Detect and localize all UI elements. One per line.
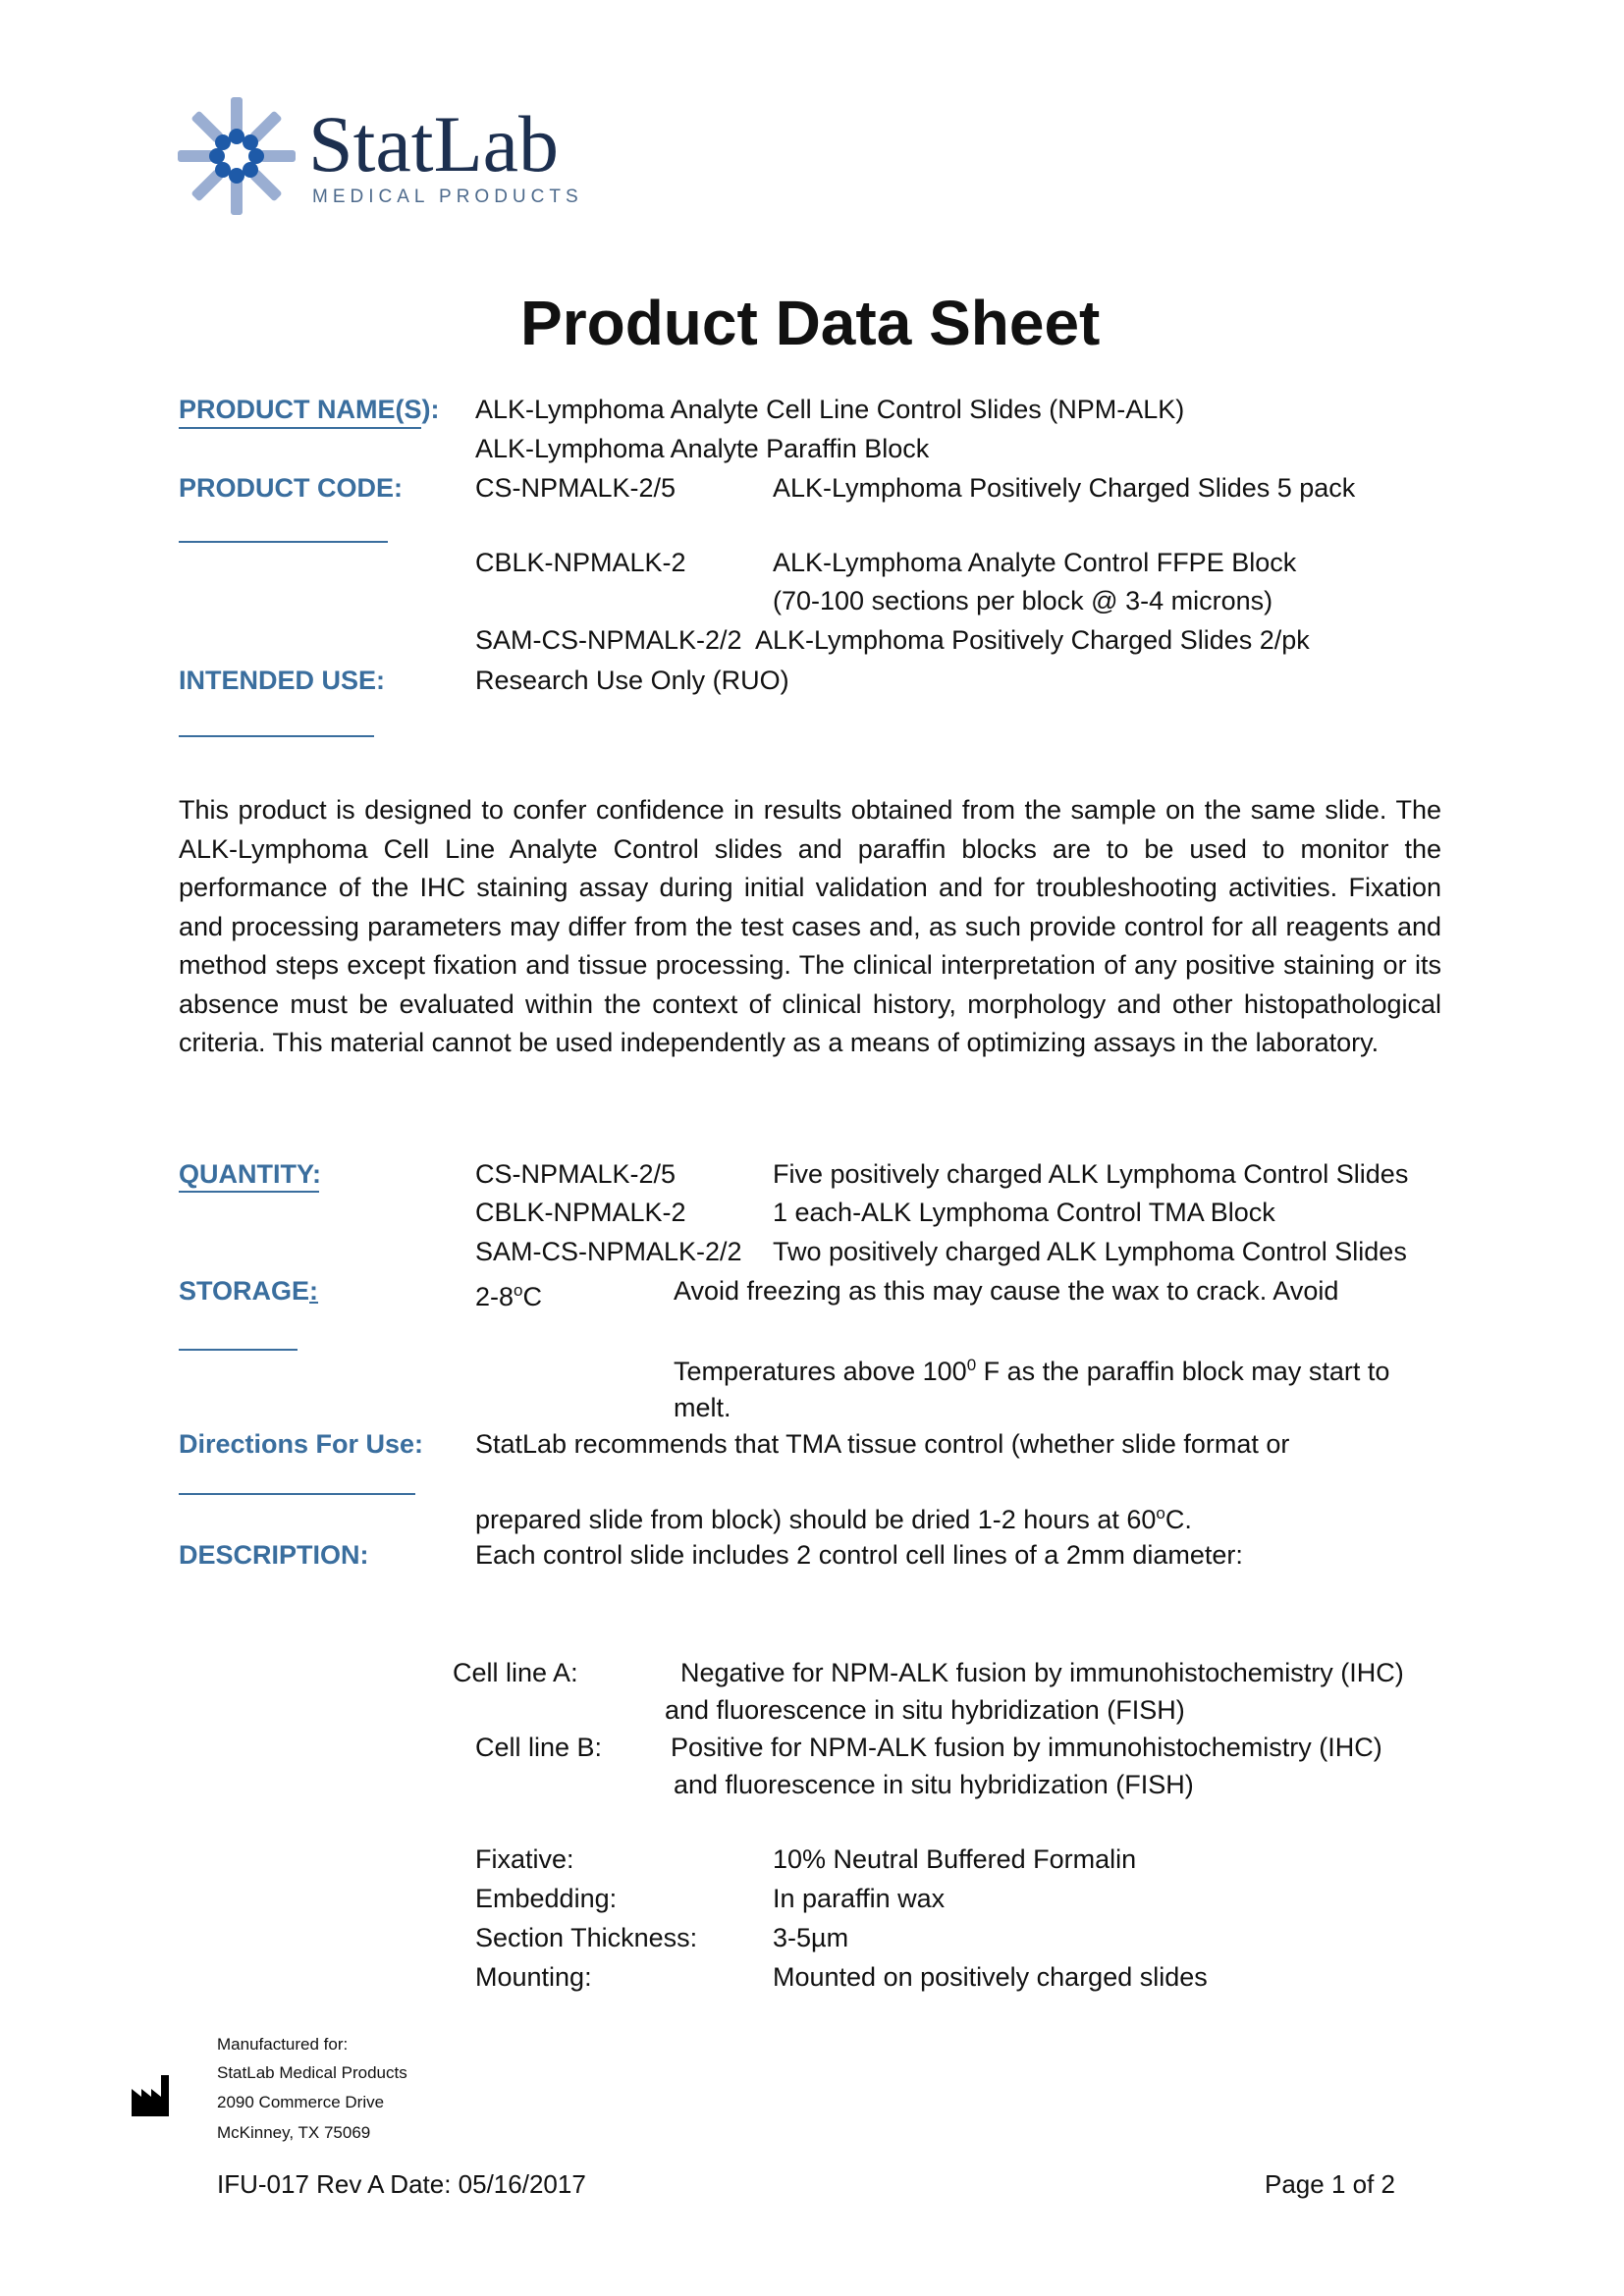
product-name-line: ALK-Lymphoma Analyte Paraffin Block [475,434,930,463]
spec-value: In paraffin wax [773,1884,946,1913]
quantity-desc: 1 each-ALK Lymphoma Control TMA Block [773,1198,1275,1227]
document-reference: IFU-017 Rev A Date: 05/16/2017 [217,2169,586,2199]
product-code-desc: ALK-Lymphoma Positively Charged Slides 2/pk [755,625,1310,655]
directions-text: StatLab recommends that TMA tissue control (whether slide format or [475,1429,1290,1459]
spec-key: Mounting: [475,1962,592,1992]
intended-use-label: INTENDED USE: [179,666,386,695]
product-names-label: PRODUCT NAME(S): [179,395,440,424]
spec-key: Fixative: [475,1844,574,1874]
product-code: SAM-CS-NPMALK-2/2 [475,625,742,655]
product-name-line: ALK-Lymphoma Analyte Cell Line Control Slides (NPM-ALK) [475,395,1185,424]
spec-value: 10% Neutral Buffered Formalin [773,1844,1137,1874]
storage-note: Temperatures above $100^0$ F as the paraffin block may start to [674,1356,1390,1386]
product-code-desc: ALK-Lymphoma Positively Charged Slides 5 pack [773,473,1356,503]
statlab-logo-icon [177,94,297,218]
quantity-code: CS-NPMALK-2/5 [475,1159,677,1189]
page-number: Page 1 of 2 [1265,2169,1395,2199]
quantity-code: CBLK-NPMALK-2 [475,1198,686,1227]
quantity-desc: Five positively charged ALK Lymphoma Control Slides [773,1159,1409,1189]
description-value: Each control slide includes 2 control cell lines of a 2mm diameter: [475,1540,1243,1570]
quantity-label: QUANTITY: [179,1159,321,1189]
product-code: CBLK-NPMALK-2 [475,548,686,577]
manufacturer-line: 2090 Commerce Drive [217,2093,385,2111]
cell-line-a-text: Negative for NPM-ALK fusion by immunohistochemistry (IHC) [680,1658,1404,1687]
directions-text: prepared slide from block) should be dried 1-2 hours at 60$^o$C. [475,1504,1192,1534]
quantity-underline [179,1191,319,1193]
product-names-underline [179,427,421,429]
spec-key: Embedding: [475,1884,618,1913]
description-label: DESCRIPTION: [179,1540,369,1570]
intended-use-underline [179,735,374,737]
manufacturer-line: StatLab Medical Products [217,2063,407,2082]
storage-temperature: 2-8$^o$C [475,1281,542,1311]
cell-line-b-text: and fluorescence in situ hybridization (FISH) [674,1770,1194,1799]
product-code-underline [179,541,388,543]
page-title: Product Data Sheet [520,288,1101,358]
directions-underline [179,1493,415,1495]
product-code-desc: ALK-Lymphoma Analyte Control FFPE Block [773,548,1297,577]
intended-use-value: Research Use Only (RUO) [475,666,789,695]
factory-icon [132,2075,173,2116]
manufacturer-line: McKinney, TX 75069 [217,2123,371,2142]
spec-value: Mounted on positively charged slides [773,1962,1208,1992]
cell-line-a-label: Cell line A: [453,1658,578,1687]
manufacturer-line: Manufactured for: [217,2035,349,2054]
product-code-desc: (70-100 sections per block @ 3-4 microns) [773,586,1273,615]
quantity-code: SAM-CS-NPMALK-2/2 [475,1237,742,1266]
storage-note: melt. [674,1393,731,1422]
spec-key: Section Thickness: [475,1923,698,1952]
logo-subtitle: MEDICAL PRODUCTS [312,187,583,207]
storage-underline [179,1349,298,1351]
description-paragraph: This product is designed to confer confidence in results obtained from the sample on the same slide. The ALK-Lymphoma Cell Line Analyte Control slides and paraffin blocks are to be used to monitor the performance of the IHC staining assay during initial validation and for troubleshooting activities. Fixation and processing parameters may differ from the test cases and, as such provide control for all reagents and method steps except fixation and tissue processing. The clinical interpretation of any positive staining or its absence must be evaluated within the context of clinical history, morphology and other histopathological criteria. This material cannot be used independently as a means of optimizing assays in the laboratory. [179,795,1441,1057]
storage-note: Avoid freezing as this may cause the wax to crack. Avoid [674,1276,1339,1306]
product-code: CS-NPMALK-2/5 [475,473,677,503]
spec-value: 3-5µm [773,1923,849,1952]
storage-label: STORAGE: [179,1276,319,1306]
directions-label: Directions For Use: [179,1429,424,1459]
cell-line-b-label: Cell line B: [475,1733,603,1762]
quantity-desc: Two positively charged ALK Lymphoma Control Slides [773,1237,1407,1266]
cell-line-a-text: and fluorescence in situ hybridization (FISH) [665,1695,1185,1725]
cell-line-b-text: Positive for NPM-ALK fusion by immunohistochemistry (IHC) [671,1733,1382,1762]
product-code-label: PRODUCT CODE: [179,473,403,503]
logo-name: StatLab [308,99,560,188]
